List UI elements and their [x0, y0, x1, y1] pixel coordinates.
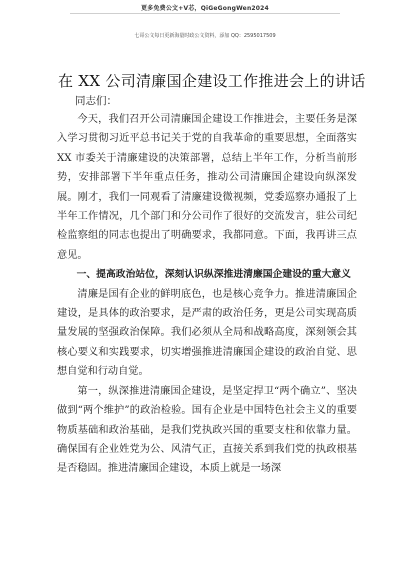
paragraph-section1: 清廉是国有企业的鲜明底色，也是核心竞争力。推进清廉国企建设，是具体的政治要求，是严肃的政治任务，更是公司实现高质量发展的坚强政治保障。我们必须从全局和战略高度，深刻领会其核心要义和实践要求，切实增强推进清廉国企建设的政治自觉、思想自觉和行动自觉。 — [57, 288, 357, 378]
document-body — [57, 110, 357, 479]
page-header-promo: 更多免费公文+V芯，QiGeGongWen2024 — [141, 5, 269, 12]
salutation: 同志们： — [75, 95, 117, 107]
paragraph-intro: 今天，我们召开公司清廉国企建设工作推进会，主要任务是深入学习贯彻习近平总书记关于党的自我革命的重要思想，全面落实 XX 市委关于清廉建设的决策部署，总结上半年工作，分析当前形势，安排部署下半年重点任务，推动公司清廉国企建设向纵深发展。刚才，我们一同观看了清廉建设微视频，党委巡察办通报了上半年工作情况，几个部门和分公司作了很好的交流发言，驻公司纪检监察组的同志也提出了明确要求，我都同意。下面，我再讲三点意见。 — [57, 114, 357, 261]
section-heading-1: 一、提高政治站位，深刻认识纵深推进清廉国企建设的重大意义 — [76, 269, 351, 281]
page-header-notice: 七哥公文每日更新海量时政公文资料，添加 QQ：2595017509 — [134, 33, 276, 39]
document-title: 在 XX 公司清廉国企建设工作推进会上的讲话 — [58, 72, 366, 90]
header-divider — [70, 13, 340, 14]
paragraph-point1: 第一，纵深推进清廉国企建设，是坚定捍卫“两个确立”、坚决做到“两个维护”的政治检验。国有企业是中国特色社会主义的重要物质基础和政治基础，是我们党执政兴国的重要支柱和依靠力量。确保国有企业姓党为公、风清气正，直接关系到我们党的执政根基是否稳固。推进清廉国企建设，本质上就是一场深 — [57, 385, 357, 475]
